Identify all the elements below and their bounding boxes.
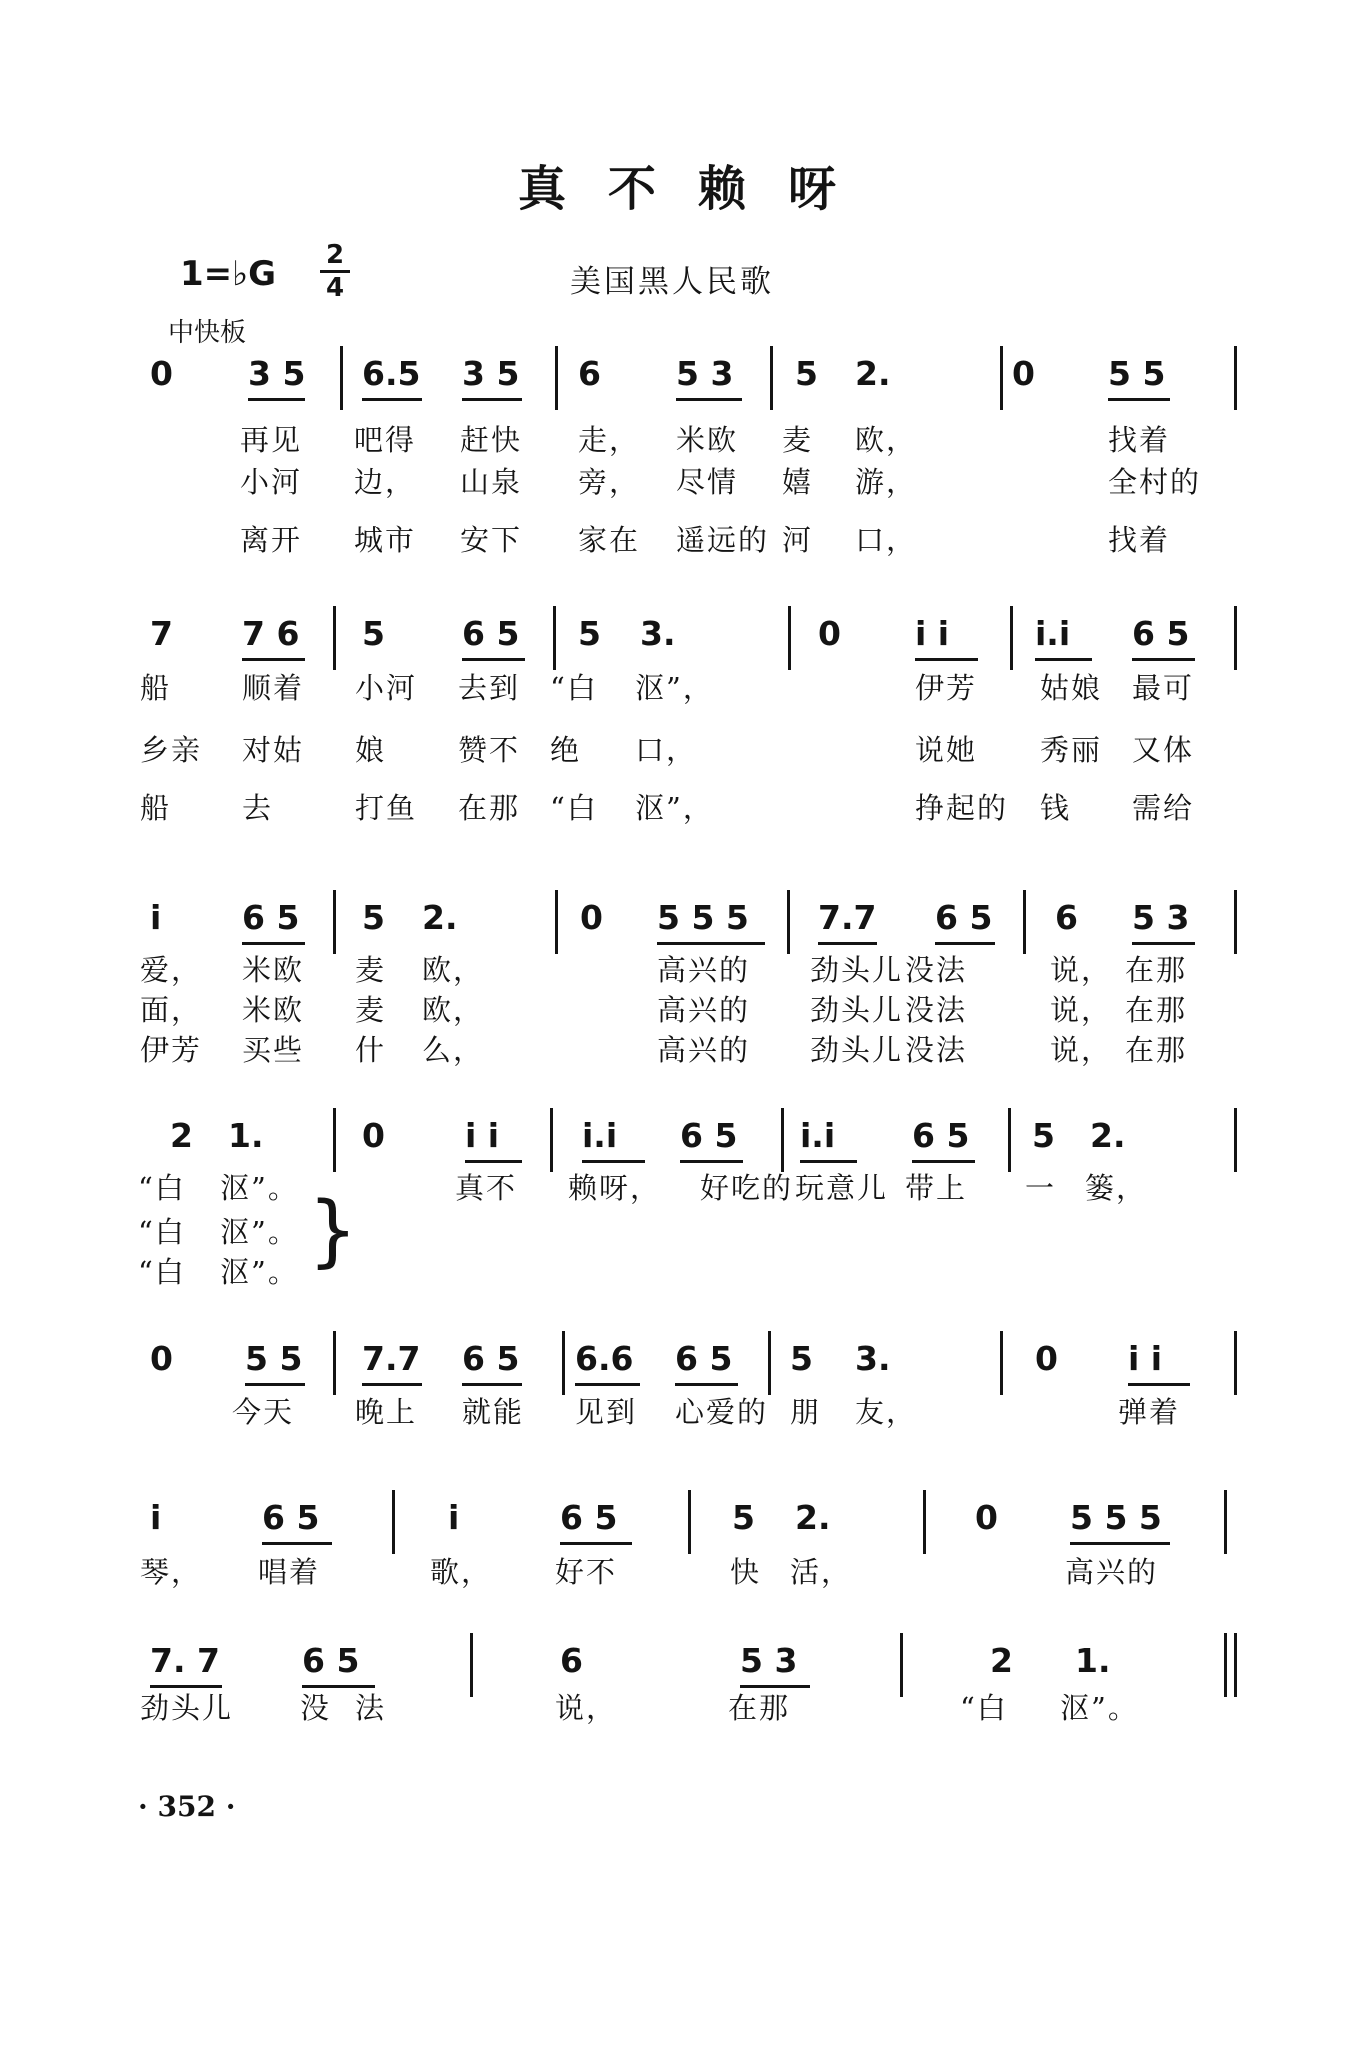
lyric-syllable: 没法 bbox=[905, 993, 968, 1027]
beam-underline bbox=[462, 1383, 522, 1386]
bar-line bbox=[550, 1108, 553, 1172]
lyric-syllable: 赞不 bbox=[458, 733, 521, 767]
lyric-syllable: 船 bbox=[140, 791, 172, 825]
note: 3. bbox=[855, 1339, 891, 1378]
note: 2. bbox=[855, 354, 891, 393]
lyric-syllable: 没法 bbox=[905, 953, 968, 987]
note: 0 bbox=[818, 614, 841, 653]
time-signature-top: 2 bbox=[325, 240, 345, 270]
note: 6 bbox=[560, 1641, 583, 1680]
beam-underline bbox=[242, 658, 305, 661]
note: 7.7 bbox=[818, 898, 877, 937]
lyric-syllable: 真不 bbox=[455, 1171, 518, 1205]
beam-underline bbox=[676, 398, 742, 401]
lyric-syllable: 买些 bbox=[242, 1033, 305, 1067]
beam-underline bbox=[560, 1542, 632, 1545]
lyric-syllable: 吧得 bbox=[354, 423, 417, 457]
beam-underline bbox=[800, 1160, 857, 1163]
bar-line bbox=[470, 1633, 473, 1697]
note: 6 5 bbox=[1132, 614, 1190, 653]
lyric-syllable: 今天 bbox=[232, 1395, 295, 1429]
beam-underline bbox=[575, 1383, 640, 1386]
bar-line bbox=[781, 1108, 784, 1172]
lyric-syllable: 活， bbox=[790, 1555, 853, 1589]
lyric-syllable: 心爱的 bbox=[675, 1395, 769, 1429]
lyric-syllable: 带上 bbox=[905, 1171, 968, 1205]
lyric-syllable: 小河 bbox=[355, 671, 418, 705]
note: 7. 7 bbox=[150, 1641, 220, 1680]
note: 6.5 bbox=[362, 354, 421, 393]
note: 6 5 bbox=[262, 1498, 320, 1537]
note: 5 5 bbox=[245, 1339, 303, 1378]
note: 2. bbox=[795, 1498, 831, 1537]
lyric-syllable: 山泉 bbox=[460, 465, 523, 499]
lyric-syllable: 高兴的 bbox=[657, 1033, 751, 1067]
lyric-syllable: 高兴的 bbox=[657, 993, 751, 1027]
lyric-syllable: 朋 bbox=[790, 1395, 822, 1429]
note: 6 5 bbox=[242, 898, 300, 937]
note: 5 3 bbox=[1132, 898, 1190, 937]
song-title: 真不赖呀 bbox=[517, 161, 878, 217]
lyric-syllable: 家在 bbox=[578, 523, 641, 557]
note: 3 5 bbox=[462, 354, 520, 393]
note: 5 3 bbox=[676, 354, 734, 393]
note: 0 bbox=[150, 1339, 173, 1378]
bar-line bbox=[688, 1490, 691, 1554]
beam-underline bbox=[1132, 658, 1195, 661]
bar-line bbox=[1000, 1331, 1003, 1395]
note: i.i bbox=[800, 1116, 836, 1155]
bar-line bbox=[787, 890, 790, 954]
lyric-syllable: “白 bbox=[960, 1691, 1008, 1725]
time-signature-bottom: 4 bbox=[325, 273, 345, 303]
note: i.i bbox=[1035, 614, 1071, 653]
bar-line bbox=[923, 1490, 926, 1554]
lyric-syllable: 船 bbox=[140, 671, 172, 705]
beam-underline bbox=[1070, 1542, 1170, 1545]
bar-line bbox=[555, 890, 558, 954]
lyric-syllable: 最可 bbox=[1132, 671, 1195, 705]
beam-underline bbox=[150, 1685, 222, 1688]
note: 0 bbox=[1012, 354, 1035, 393]
note: 5 bbox=[362, 898, 385, 937]
lyric-syllable: 沤”， bbox=[635, 791, 714, 825]
beam-underline bbox=[657, 942, 765, 945]
lyric-syllable: 在那 bbox=[728, 1691, 791, 1725]
lyric-syllable: 唱着 bbox=[258, 1555, 321, 1589]
bar-line bbox=[1008, 1108, 1011, 1172]
note: 6 bbox=[578, 354, 601, 393]
beam-underline bbox=[1035, 658, 1092, 661]
lyric-syllable: 晚上 bbox=[355, 1395, 418, 1429]
lyric-syllable: 麦 bbox=[355, 953, 387, 987]
lyric-syllable: 面， bbox=[140, 993, 203, 1027]
beam-underline bbox=[740, 1685, 810, 1688]
note: 2 bbox=[990, 1641, 1013, 1680]
lyric-syllable: 对姑 bbox=[242, 733, 305, 767]
bar-line bbox=[1234, 1108, 1237, 1172]
lyric-syllable: 什 bbox=[355, 1033, 387, 1067]
note: 0 bbox=[580, 898, 603, 937]
lyric-syllable: 又体 bbox=[1132, 733, 1195, 767]
lyric-syllable: 在那 bbox=[1125, 993, 1188, 1027]
note: 5 5 bbox=[1108, 354, 1166, 393]
bar-line bbox=[768, 1331, 771, 1395]
bar-line bbox=[553, 606, 556, 670]
note: i i bbox=[915, 614, 950, 653]
lyric-syllable: 劲头儿 bbox=[140, 1691, 234, 1725]
bar-line bbox=[555, 346, 558, 410]
lyric-syllable: 友， bbox=[855, 1395, 918, 1429]
lyric-syllable: 找着 bbox=[1108, 423, 1171, 457]
lyric-syllable: 旁， bbox=[578, 465, 641, 499]
lyric-syllable: 伊芳 bbox=[140, 1033, 203, 1067]
note: 6 5 bbox=[462, 1339, 520, 1378]
note: 6 bbox=[1055, 898, 1078, 937]
lyric-syllable: 高兴的 bbox=[657, 953, 751, 987]
lyric-syllable: 河 bbox=[782, 523, 814, 557]
lyric-syllable: 欧， bbox=[422, 993, 485, 1027]
bar-line bbox=[770, 346, 773, 410]
lyric-syllable: 秀丽 bbox=[1040, 733, 1103, 767]
lyric-syllable: “白 bbox=[550, 791, 598, 825]
note: 7.7 bbox=[362, 1339, 421, 1378]
tempo-marking: 中快板 bbox=[168, 318, 247, 348]
beam-underline bbox=[582, 1160, 645, 1163]
beam-underline bbox=[912, 1160, 975, 1163]
bar-line bbox=[1000, 346, 1003, 410]
note: 0 bbox=[150, 354, 173, 393]
note: 5 bbox=[790, 1339, 813, 1378]
beam-underline bbox=[462, 398, 522, 401]
bar-line bbox=[1010, 606, 1013, 670]
lyric-syllable: 沤”。 bbox=[220, 1215, 299, 1249]
bar-line bbox=[1234, 890, 1237, 954]
note: 2. bbox=[422, 898, 458, 937]
beam-underline bbox=[362, 398, 422, 401]
beam-underline bbox=[818, 942, 877, 945]
lyric-syllable: 遥远的 bbox=[676, 523, 770, 557]
lyric-syllable: 高兴的 bbox=[1065, 1555, 1159, 1589]
lyric-syllable: 赖呀， bbox=[568, 1171, 662, 1205]
note: 6 5 bbox=[935, 898, 993, 937]
beam-underline bbox=[680, 1160, 743, 1163]
note: 1. bbox=[1075, 1641, 1111, 1680]
lyric-syllable: 需给 bbox=[1132, 791, 1195, 825]
beam-underline bbox=[465, 1160, 522, 1163]
lyric-syllable: 说， bbox=[555, 1691, 618, 1725]
lyric-syllable: 在那 bbox=[1125, 953, 1188, 987]
lyric-syllable: 乡亲 bbox=[140, 733, 203, 767]
lyric-syllable: 游， bbox=[855, 465, 918, 499]
lyric-syllable: 说， bbox=[1050, 1033, 1113, 1067]
lyric-syllable: 篓， bbox=[1085, 1171, 1148, 1205]
bar-line bbox=[1234, 606, 1237, 670]
lyric-syllable: 沤”。 bbox=[1060, 1691, 1139, 1725]
lyric-syllable: 绝 bbox=[550, 733, 582, 767]
note: 0 bbox=[1035, 1339, 1058, 1378]
lyric-syllable: 一 bbox=[1025, 1171, 1057, 1205]
time-signature bbox=[320, 242, 350, 301]
note: 0 bbox=[975, 1498, 998, 1537]
key-signature: 1=♭G bbox=[180, 254, 277, 294]
lyric-syllable: 去到 bbox=[458, 671, 521, 705]
bar-line bbox=[1234, 1331, 1237, 1395]
bar-line bbox=[562, 1331, 565, 1395]
lyric-syllable: 么， bbox=[422, 1033, 485, 1067]
note: 6 5 bbox=[462, 614, 520, 653]
note: 1. bbox=[228, 1116, 264, 1155]
beam-underline bbox=[242, 942, 305, 945]
lyric-syllable: 找着 bbox=[1108, 523, 1171, 557]
bar-line bbox=[340, 346, 343, 410]
beam-underline bbox=[1128, 1383, 1190, 1386]
lyric-syllable: 娘 bbox=[355, 733, 387, 767]
lyric-syllable: 离开 bbox=[240, 523, 303, 557]
lyric-syllable: 再见 bbox=[240, 423, 303, 457]
lyric-syllable: 挣起的 bbox=[915, 791, 1009, 825]
lyric-syllable: 说她 bbox=[915, 733, 978, 767]
lyric-syllable: 劲头儿 bbox=[810, 1033, 904, 1067]
note: 6 5 bbox=[680, 1116, 738, 1155]
lyric-syllable: 爱， bbox=[140, 953, 203, 987]
lyric-syllable: 米欧 bbox=[242, 993, 305, 1027]
bar-line bbox=[1023, 890, 1026, 954]
beam-underline bbox=[302, 1685, 375, 1688]
lyric-syllable: 见到 bbox=[575, 1395, 638, 1429]
lyric-syllable: 尽情 bbox=[676, 465, 739, 499]
bar-line bbox=[1224, 1633, 1227, 1697]
song-genre: 美国黑人民歌 bbox=[570, 264, 774, 300]
bar-line bbox=[333, 1331, 336, 1395]
lyric-syllable: 走， bbox=[578, 423, 641, 457]
beam-underline bbox=[245, 1383, 305, 1386]
lyric-syllable: “白 bbox=[138, 1215, 186, 1249]
note: 6 5 bbox=[302, 1641, 360, 1680]
bar-line bbox=[1224, 1490, 1227, 1554]
lyric-syllable: 小河 bbox=[240, 465, 303, 499]
beam-underline bbox=[1108, 398, 1170, 401]
bar-line bbox=[900, 1633, 903, 1697]
lyric-syllable: 边， bbox=[354, 465, 417, 499]
beam-underline bbox=[915, 658, 978, 661]
lyric-syllable: 赶快 bbox=[460, 423, 523, 457]
lyric-syllable: 姑娘 bbox=[1040, 671, 1103, 705]
note: 6.6 bbox=[575, 1339, 634, 1378]
lyric-syllable: 在那 bbox=[458, 791, 521, 825]
lyric-syllable: “白 bbox=[138, 1171, 186, 1205]
lyric-syllable: 伊芳 bbox=[915, 671, 978, 705]
lyric-syllable: 口， bbox=[855, 523, 918, 557]
note: 5 5 5 bbox=[1070, 1498, 1162, 1537]
verse-brace: } bbox=[308, 1186, 358, 1276]
lyric-syllable: 就能 bbox=[462, 1395, 525, 1429]
lyric-syllable: 安下 bbox=[460, 523, 523, 557]
note: i i bbox=[465, 1116, 500, 1155]
lyric-syllable: 劲头儿 bbox=[810, 993, 904, 1027]
note: 7 6 bbox=[242, 614, 300, 653]
lyric-syllable: 快 bbox=[730, 1555, 762, 1589]
lyric-syllable: 好吃的 bbox=[700, 1171, 794, 1205]
lyric-syllable: 麦 bbox=[355, 993, 387, 1027]
bar-line bbox=[333, 1108, 336, 1172]
note: 2 bbox=[170, 1116, 193, 1155]
note: 5 bbox=[1032, 1116, 1055, 1155]
lyric-syllable: 在那 bbox=[1125, 1033, 1188, 1067]
note: 5 3 bbox=[740, 1641, 798, 1680]
note: 6 5 bbox=[912, 1116, 970, 1155]
note: 5 bbox=[795, 354, 818, 393]
lyric-syllable: 歌， bbox=[430, 1555, 493, 1589]
lyric-syllable: 麦 bbox=[782, 423, 814, 457]
bar-line bbox=[1234, 1633, 1237, 1697]
note: 5 5 5 bbox=[657, 898, 749, 937]
beam-underline bbox=[248, 398, 305, 401]
lyric-syllable: 城市 bbox=[354, 523, 417, 557]
note: 5 bbox=[732, 1498, 755, 1537]
bar-line bbox=[1234, 346, 1237, 410]
lyric-syllable: “白 bbox=[550, 671, 598, 705]
beam-underline bbox=[935, 942, 995, 945]
note: i bbox=[150, 898, 162, 937]
note: i i bbox=[1128, 1339, 1163, 1378]
beam-underline bbox=[1132, 942, 1195, 945]
lyric-syllable: 去 bbox=[242, 791, 274, 825]
lyric-syllable: 顺着 bbox=[242, 671, 305, 705]
beam-underline bbox=[362, 1383, 422, 1386]
bar-line bbox=[392, 1490, 395, 1554]
lyric-syllable: 没 bbox=[300, 1691, 332, 1725]
note: 7 bbox=[150, 614, 173, 653]
lyric-syllable: 劲头儿 bbox=[810, 953, 904, 987]
lyric-syllable: “白 bbox=[138, 1255, 186, 1289]
note: 2. bbox=[1090, 1116, 1126, 1155]
lyric-syllable: 沤”， bbox=[635, 671, 714, 705]
note: 0 bbox=[362, 1116, 385, 1155]
lyric-syllable: 欧， bbox=[855, 423, 918, 457]
note: i bbox=[448, 1498, 460, 1537]
lyric-syllable: 琴， bbox=[140, 1555, 203, 1589]
lyric-syllable: 沤”。 bbox=[220, 1171, 299, 1205]
beam-underline bbox=[462, 658, 525, 661]
lyric-syllable: 打鱼 bbox=[355, 791, 418, 825]
note: 3. bbox=[640, 614, 676, 653]
lyric-syllable: 欧， bbox=[422, 953, 485, 987]
lyric-syllable: 弹着 bbox=[1118, 1395, 1181, 1429]
lyric-syllable: 说， bbox=[1050, 993, 1113, 1027]
page-number: · 352 · bbox=[138, 1790, 236, 1823]
note: 3 5 bbox=[248, 354, 306, 393]
lyric-syllable: 全村的 bbox=[1108, 465, 1202, 499]
bar-line bbox=[333, 606, 336, 670]
note: i bbox=[150, 1498, 162, 1537]
note: 6 5 bbox=[675, 1339, 733, 1378]
lyric-syllable: 钱 bbox=[1040, 791, 1072, 825]
lyric-syllable: 沤”。 bbox=[220, 1255, 299, 1289]
beam-underline bbox=[262, 1542, 332, 1545]
lyric-syllable: 说， bbox=[1050, 953, 1113, 987]
lyric-syllable: 玩意儿 bbox=[795, 1171, 889, 1205]
lyric-syllable: 法 bbox=[355, 1691, 387, 1725]
lyric-syllable: 没法 bbox=[905, 1033, 968, 1067]
note: 5 bbox=[362, 614, 385, 653]
note: i.i bbox=[582, 1116, 618, 1155]
bar-line bbox=[788, 606, 791, 670]
lyric-syllable: 米欧 bbox=[242, 953, 305, 987]
lyric-syllable: 米欧 bbox=[676, 423, 739, 457]
lyric-syllable: 好不 bbox=[555, 1555, 618, 1589]
lyric-syllable: 嬉 bbox=[782, 465, 814, 499]
note: 5 bbox=[578, 614, 601, 653]
lyric-syllable: 口， bbox=[635, 733, 698, 767]
note: 6 5 bbox=[560, 1498, 618, 1537]
beam-underline bbox=[675, 1383, 738, 1386]
bar-line bbox=[333, 890, 336, 954]
